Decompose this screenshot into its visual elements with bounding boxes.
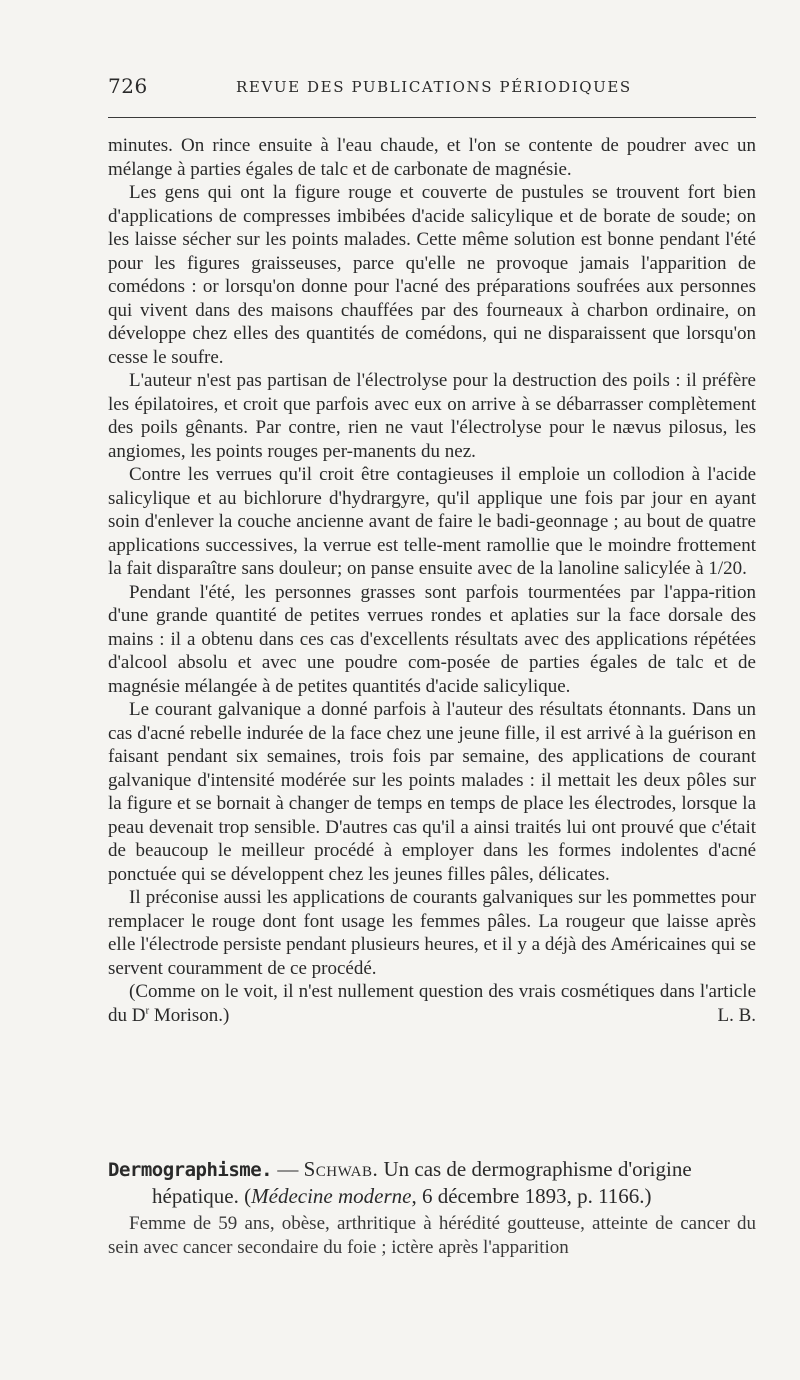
running-title: REVUE DES PUBLICATIONS PÉRIODIQUES xyxy=(236,78,632,96)
paragraph: Pendant l'été, les personnes grasses sont parfois tourmentées par l'appa-rition d'une grande quantité de petites verrues rondes et aplaties sur la face dorsale des mains : il a obtenu dans ces cas d'excellents résultats avec des applications répétées d'alcool absolu et avec une poudre com-posée de parties égales de talc et de magnésie mélangée à de petites quantités d'acide salicylique. xyxy=(108,581,756,697)
closing-note xyxy=(108,980,756,1027)
article-keyword: Dermographisme. xyxy=(108,1159,273,1181)
article-dash: — xyxy=(272,1157,304,1181)
article-heading xyxy=(108,1156,756,1209)
paragraph: Femme de 59 ans, obèse, arthritique à hérédité goutteuse, atteinte de cancer du sein avec cancer secondaire du foie ; ictère après l'apparition xyxy=(108,1213,756,1258)
article-title-text: Un cas de dermographisme d'origine hépatique. ( xyxy=(152,1157,692,1208)
paragraph: minutes. On rince ensuite à l'eau chaude, et l'on se contente de poudrer avec un mélange à parties égales de talc et de carbonate de magnésie. xyxy=(108,135,756,180)
paragraph: Il préconise aussi les applications de courants galvaniques sur les pommettes pour remplacer le rouge dont font usage les femmes pâles. La rougeur que laisse après elle l'électrode persiste pendant plusieurs heures, et il y a déjà des Américaines qui se servent couramment de ce procédé. xyxy=(108,887,756,979)
paragraph: Le courant galvanique a donné parfois à l'auteur des résultats étonnants. Dans un cas d'acné rebelle indurée de la face chez une jeune fille, il est arrivé à la guérison en faisant pendant six semaines, trois fois par semaine, des applications de courant galvanique d'intensité modérée sur les points malades : il mettait les deux pôles sur la figure et se bornait à changer de temps en temps de place les électrodes, lorsque la peau devenait trop sensible. D'autres cas qu'il a ainsi traités lui ont prouvé que c'était de beaucoup le meilleur procédé à employer dans les formes indolentes d'acné ponctuée qui se développent chez les jeunes filles pâles, délicates. xyxy=(108,699,756,885)
article-body xyxy=(108,1212,756,1259)
closing-note-text: (Comme on le voit, il n'est nullement question des vrais cosmétiques dans l'article du D xyxy=(108,981,756,1026)
signature: L. B. xyxy=(717,1004,756,1026)
paragraph: Contre les verrues qu'il croit être contagieuses il emploie un collodion à l'acide salicylique et au bichlorure d'hydrargyre, qu'il applique une fois par jour en ayant soin d'enlever la couche ancienne avant de faire le badi-geonnage ; au bout de quatre applications successives, la verrue est telle-ment ramollie que le moindre frottement la fait disparaître sans douleur; on panse ensuite avec de la lanoline salicylée à 1/20. xyxy=(108,464,756,579)
page-number: 726 xyxy=(108,74,148,98)
paragraph: Les gens qui ont la figure rouge et couverte de pustules se trouvent fort bien d'applications de compresses imbibées d'acide salicylique et de borate de soude; on les laisse sécher sur les points malades. Cette même solution est bonne pendant l'été pour les figures graisseuses, parce qu'elle ne provoque jamais l'apparition de comédons : or lorsqu'on donne pour l'acné des préparations soufrées aux personnes qui vivent dans des maisons chauffées par des fourneaux à charbon ordinaire, on développe chez elles des quantités de comédons, qui ne disparaissent que lorsqu'on cesse le soufre. xyxy=(108,182,756,368)
closing-note-superscript: r xyxy=(145,1004,150,1017)
page-header xyxy=(108,74,756,100)
article-title xyxy=(108,1156,756,1209)
closing-note-end: Morison.) xyxy=(149,1004,230,1026)
article-journal: Médecine moderne xyxy=(251,1184,412,1208)
article-citation: , 6 décembre 1893, p. 1166.) xyxy=(411,1184,652,1208)
review-text xyxy=(108,134,756,1027)
header-rule xyxy=(108,117,756,118)
paragraph: L'auteur n'est pas partisan de l'électrolyse pour la destruction des poils : il préfère les épilatoires, et croit que parfois avec eux on arrive à se débarrasser complètement des poils gênants. Par contre, rien ne vaut l'électrolyse pour le nævus pilosus, les angiomes, les points rouges per-manents du nez. xyxy=(108,370,756,462)
article-author: Schwab. xyxy=(303,1157,379,1181)
